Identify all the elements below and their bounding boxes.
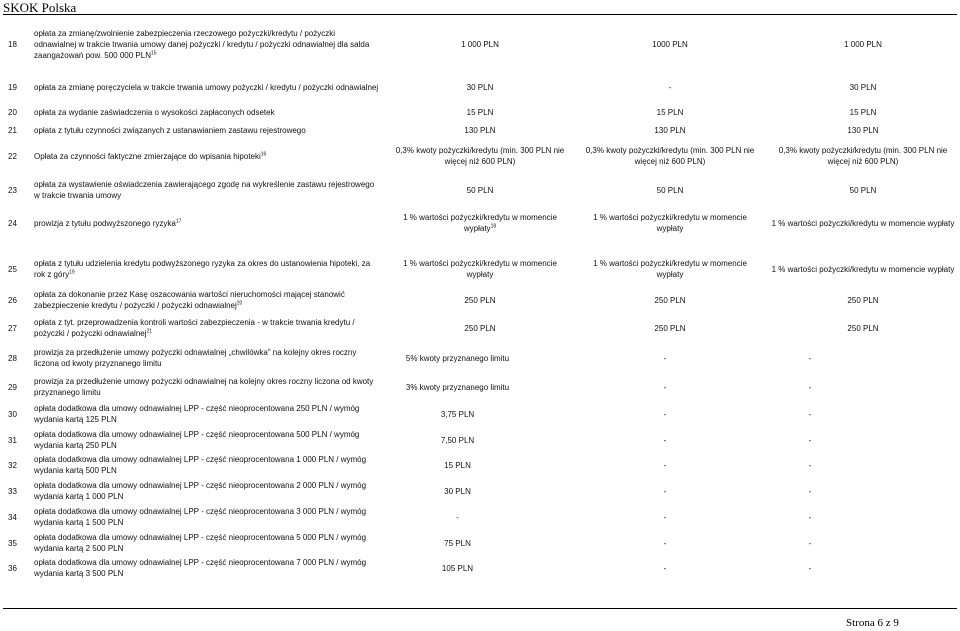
fee-description — [34, 218, 379, 229]
row-number-text: 35 — [8, 539, 17, 548]
row-number — [8, 125, 26, 136]
fee-value-col3-text: - — [808, 487, 812, 496]
fee-value-col2-text: 1 % wartości pożyczki/kredytu w momencie wypłaty — [593, 259, 747, 279]
fee-value-col1 — [395, 295, 565, 306]
row-number-text: 34 — [8, 513, 17, 522]
fee-value-col1-text: 5% kwoty przyznanego limitu — [405, 354, 510, 363]
fee-description-text: prowizja za przedłużenie umowy pożyczki odnawialnej na kolejny okres roczny liczona od kwoty przyznanego limitu — [34, 377, 374, 397]
table-row — [0, 479, 960, 503]
fee-description — [34, 347, 379, 369]
fee-value-col1-text: 75 PLN — [444, 539, 471, 548]
table-row — [0, 453, 960, 477]
fee-value-col2-text: 250 PLN — [654, 296, 686, 305]
fee-value-col1 — [395, 185, 565, 196]
table-row — [0, 346, 960, 370]
table-row — [0, 556, 960, 580]
row-number-text: 19 — [8, 83, 17, 92]
footnote-marker: 20 — [236, 300, 243, 307]
fee-value-col2 — [580, 39, 760, 50]
fee-value-col2-text: 50 PLN — [656, 186, 684, 195]
fee-value-col1-text: 15 PLN — [444, 461, 471, 470]
fee-value-col2-text: - — [663, 513, 667, 522]
fee-description-text: prowizja za przedłużenie umowy pożyczki odnawialnej „chwilówka” na kolejny okres roczny liczona od kwoty przyznanego limitu — [34, 348, 357, 368]
fee-description — [34, 403, 379, 425]
row-number-text: 32 — [8, 461, 17, 470]
fee-value-col3-text: 0,3% kwoty pożyczki/kredytu (min. 300 PLN nie więcej niż 600 PLN) — [778, 146, 948, 166]
fee-description — [34, 289, 379, 311]
fee-description-text: opłata dodatkowa dla umowy odnawialnej LPP - część nieoprocentowana 3 000 PLN / wymóg wydania kartą 1 500 PLN — [34, 507, 367, 527]
fee-value-col3-text: - — [808, 436, 812, 445]
row-number — [8, 563, 26, 574]
fee-value-col3 — [760, 512, 860, 523]
header-divider — [3, 14, 957, 15]
fee-value-col1 — [395, 107, 565, 118]
fee-description — [34, 28, 379, 61]
fee-value-col1 — [395, 39, 565, 50]
fee-value-col3-text: 30 PLN — [849, 83, 877, 92]
row-number — [8, 409, 26, 420]
fee-value-col2-text: - — [663, 354, 667, 363]
fee-description-text: opłata dodatkowa dla umowy odnawialnej LPP - część nieoprocentowana 500 PLN / wymóg wydania kartą 250 PLN — [34, 430, 360, 450]
fee-value-col1-text: 3,75 PLN — [440, 410, 475, 419]
fee-description-text: opłata dodatkowa dla umowy odnawialnej LPP - część nieoprocentowana 2 000 PLN / wymóg wydania kartą 1 000 PLN — [34, 481, 367, 501]
fee-value-col2 — [615, 460, 715, 471]
fee-value-col1-text: 250 PLN — [464, 296, 496, 305]
fee-description-text: opłata dodatkowa dla umowy odnawialnej LPP - część nieoprocentowana 5 000 PLN / wymóg wydania kartą 2 500 PLN — [34, 533, 367, 553]
row-number — [8, 264, 26, 275]
fee-description-text: opłata dodatkowa dla umowy odnawialnej LPP - część nieoprocentowana 7 000 PLN / wymóg wydania kartą 3 500 PLN — [34, 558, 367, 578]
table-row — [0, 144, 960, 168]
fee-description-text: opłata dodatkowa dla umowy odnawialnej LPP - część nieoprocentowana 250 PLN / wymóg wydania kartą 125 PLN — [34, 404, 360, 424]
fee-value-col2 — [615, 538, 715, 549]
fee-description-text: opłata dodatkowa dla umowy odnawialnej LPP - część nieoprocentowana 1 000 PLN / wymóg wydania kartą 500 PLN — [34, 455, 367, 475]
table-row — [0, 22, 960, 66]
row-number — [8, 185, 26, 196]
fee-description — [34, 532, 379, 554]
fee-value-col2-text: - — [663, 539, 667, 548]
fee-value-col1 — [395, 125, 565, 136]
fee-value-col3 — [760, 486, 860, 497]
fee-value-col3 — [770, 107, 956, 118]
fee-description — [34, 151, 379, 162]
fee-value-col2 — [580, 125, 760, 136]
table-row — [0, 428, 960, 452]
fee-value-col2-text: 130 PLN — [654, 126, 686, 135]
row-number-text: 26 — [8, 296, 17, 305]
fee-value-col3 — [760, 563, 860, 574]
footer-divider — [3, 608, 957, 609]
row-number-text: 31 — [8, 436, 17, 445]
fee-value-col1-text: 0,3% kwoty pożyczki/kredytu (min. 300 PLN nie więcej niż 600 PLN) — [395, 146, 565, 166]
table-row — [0, 75, 960, 99]
row-number-text: 24 — [8, 219, 17, 228]
fee-value-col1-text: 15 PLN — [466, 108, 494, 117]
fee-value-col1-text: 50 PLN — [466, 186, 494, 195]
fee-value-col3-text: 50 PLN — [849, 186, 877, 195]
fee-description — [34, 258, 379, 280]
fee-value-col1-text: 30 PLN — [444, 487, 471, 496]
fee-value-col1 — [395, 145, 565, 167]
fee-value-col2 — [580, 82, 760, 93]
row-number-text: 22 — [8, 152, 17, 161]
fee-value-col3 — [770, 323, 956, 334]
fee-description — [34, 429, 379, 451]
fee-value-col1 — [395, 212, 565, 234]
fee-description-text: Opłata za czynności faktyczne zmierzające do wpisania hipoteki — [34, 152, 261, 161]
row-number-text: 23 — [8, 186, 17, 195]
fee-value-col1 — [395, 563, 520, 574]
fee-value-col1 — [395, 82, 565, 93]
fee-description — [34, 82, 379, 93]
fee-value-col2 — [580, 295, 760, 306]
fee-description — [34, 557, 379, 579]
row-number — [8, 151, 26, 162]
fee-value-col3-text: 1 % wartości pożyczki/kredytu w momencie wypłaty — [771, 219, 955, 228]
fee-value-col3 — [770, 264, 956, 275]
row-number-text: 27 — [8, 324, 17, 333]
fee-value-col1 — [395, 258, 565, 280]
fee-value-col1-text: 1 000 PLN — [461, 40, 499, 49]
fee-value-col2 — [580, 212, 760, 234]
fee-value-col2-text: - — [663, 461, 667, 470]
table-row — [0, 375, 960, 399]
fee-value-col2 — [580, 145, 760, 167]
fee-description — [34, 317, 379, 339]
fee-value-col3 — [770, 82, 956, 93]
fee-description — [34, 376, 379, 398]
footnote-marker: 21 — [146, 328, 153, 335]
table-row — [0, 257, 960, 281]
fee-description — [34, 454, 379, 476]
row-number-text: 33 — [8, 487, 17, 496]
row-number-text: 18 — [8, 40, 17, 49]
fee-value-col2-text: - — [663, 436, 667, 445]
fee-value-col2 — [580, 258, 760, 280]
row-number — [8, 218, 26, 229]
fee-value-col1-text: 105 PLN — [441, 564, 474, 573]
fee-value-col1-text: 3% kwoty przyznanego limitu — [405, 383, 510, 392]
row-number — [8, 435, 26, 446]
fee-value-col3 — [760, 382, 860, 393]
fee-description — [34, 506, 379, 528]
fee-description-text: opłata z tyt. przeprowadzenia kontroli wartości zabezpieczenia - w trakcie trwania kredytu / pożyczki / pożyczki odnawialnej — [34, 318, 355, 338]
fee-value-col2 — [615, 435, 715, 446]
row-number-text: 36 — [8, 564, 17, 573]
fee-value-col3-text: - — [808, 383, 812, 392]
fee-value-col1 — [395, 323, 565, 334]
fee-value-col3-text: 1 % wartości pożyczki/kredytu w momencie wypłaty — [771, 265, 955, 274]
fee-value-col3-text: - — [808, 410, 812, 419]
fee-value-col3-text: - — [808, 539, 812, 548]
fee-value-col2-text: 250 PLN — [654, 324, 686, 333]
fee-value-col3 — [770, 39, 956, 50]
fee-value-col3-text: - — [808, 354, 812, 363]
fee-value-col1-text: 250 PLN — [464, 324, 496, 333]
fee-description-text: opłata za zmianę poręczyciela w trakcie trwania umowy pożyczki / kredytu / pożyczki odnawialnej — [34, 83, 379, 92]
fee-description — [34, 179, 379, 201]
fee-value-col3-text: 250 PLN — [847, 324, 879, 333]
fee-description-text: opłata z tytułu czynności związanych z ustanawianiem zastawu rejestrowego — [34, 126, 306, 135]
fee-value-col2 — [580, 323, 760, 334]
fee-value-col3 — [760, 460, 860, 471]
footnote-marker: 19 — [69, 269, 75, 276]
fee-value-col2 — [615, 486, 715, 497]
fee-description — [34, 107, 379, 118]
fee-value-col3 — [760, 435, 860, 446]
table-row — [0, 178, 960, 202]
fee-value-col1-text: 30 PLN — [466, 83, 494, 92]
fee-value-col3 — [770, 295, 956, 306]
fee-description — [34, 125, 379, 136]
fee-value-col3-text: 250 PLN — [847, 296, 879, 305]
fee-value-col1 — [395, 538, 520, 549]
table-row — [0, 118, 960, 142]
fee-value-col2-text: 15 PLN — [656, 108, 684, 117]
fee-description-text: opłata z tytułu udzielenia kredytu podwyższonego ryzyka za okres do ustanowienia hipoteki, za rok z góry — [34, 259, 371, 279]
fee-value-col3 — [770, 218, 956, 229]
fee-value-col2-text: - — [663, 383, 667, 392]
fee-value-col1 — [395, 382, 520, 393]
fee-value-col2-text: 0,3% kwoty pożyczki/kredytu (min. 300 PLN nie więcej niż 600 PLN) — [585, 146, 755, 166]
row-number — [8, 538, 26, 549]
fee-value-col2 — [615, 409, 715, 420]
row-number — [8, 82, 26, 93]
fee-description — [34, 480, 379, 502]
table-row — [0, 505, 960, 529]
table-row — [0, 402, 960, 426]
fee-value-col3 — [770, 185, 956, 196]
table-row — [0, 316, 960, 340]
fee-value-col2-text: 1 % wartości pożyczki/kredytu w momencie wypłaty — [593, 213, 747, 233]
row-number — [8, 486, 26, 497]
fee-value-col3 — [760, 538, 860, 549]
fee-value-col2-text: - — [663, 564, 667, 573]
fee-description-text: opłata za wystawienie oświadczenia zawierającego zgodę na wykreślenie zastawu rejestrowego w trakcie trwania umowy — [34, 180, 375, 200]
row-number-text: 21 — [8, 126, 17, 135]
fee-value-col2-text: 1000 PLN — [652, 40, 688, 49]
fee-value-col3-text: - — [808, 564, 812, 573]
row-number-text: 30 — [8, 410, 17, 419]
footnote-marker: 17 — [175, 218, 182, 225]
fee-value-col1 — [395, 435, 520, 446]
row-number — [8, 39, 26, 50]
fee-value-col3 — [770, 145, 956, 167]
row-number — [8, 323, 26, 334]
fee-description-text: opłata za dokonanie przez Kasę oszacowania wartości nieruchomości mającej stanowić zabezpieczenie kredytu / pożyczki / pożyczki odnawialnej — [34, 290, 345, 310]
fee-value-col3-text: 15 PLN — [849, 108, 877, 117]
fee-description-text: opłata za wydanie zaświadczenia o wysokości zapłaconych odsetek — [34, 108, 275, 117]
row-number-text: 20 — [8, 108, 17, 117]
page-header-title: SKOK Polska — [3, 0, 77, 15]
table-row — [0, 531, 960, 555]
fee-value-col2-text: - — [663, 487, 667, 496]
fee-value-col2 — [615, 382, 715, 393]
fee-value-col1 — [395, 512, 520, 523]
fee-value-col1 — [395, 353, 520, 364]
fee-value-col3 — [770, 125, 956, 136]
fee-value-col3-text: 130 PLN — [847, 126, 879, 135]
fee-value-col2 — [615, 563, 715, 574]
fee-value-col2-text: - — [668, 83, 672, 92]
row-number-text: 28 — [8, 354, 17, 363]
row-number — [8, 512, 26, 523]
fee-value-col3-text: - — [808, 461, 812, 470]
fee-description-text: opłata za zmianę/zwolnienie zabezpieczenia rzeczowego pożyczki/kredytu / pożyczki odnawialnej w trakcie trwania umowy danej pożyczki / kredytu / pożyczki odnawialnej dla salda zaangażowań pow. 500 000 PLN — [34, 29, 370, 60]
row-number-text: 29 — [8, 383, 17, 392]
row-number — [8, 295, 26, 306]
fee-value-col3 — [760, 353, 860, 364]
fee-value-col1 — [395, 409, 520, 420]
fee-value-col3 — [760, 409, 860, 420]
fee-value-col2 — [580, 185, 760, 196]
row-number — [8, 107, 26, 118]
row-number-text: 25 — [8, 265, 17, 274]
fee-value-col1-text: 7,50 PLN — [440, 436, 475, 445]
row-number — [8, 382, 26, 393]
fee-value-col2-text: - — [663, 410, 667, 419]
fee-value-col3-text: 1 000 PLN — [844, 40, 882, 49]
table-row — [0, 211, 960, 235]
fee-value-col1 — [395, 460, 520, 471]
fee-value-col1-text: 130 PLN — [464, 126, 496, 135]
table-row — [0, 288, 960, 312]
fee-value-col1-text: 1 % wartości pożyczki/kredytu w momencie wypłaty — [403, 259, 557, 279]
fee-value-col1 — [395, 486, 520, 497]
footnote-marker: 18 — [490, 223, 497, 230]
fee-value-col1-text: - — [456, 513, 459, 522]
fee-value-col2 — [580, 107, 760, 118]
fee-description-text: prowizja z tytułu podwyższonego ryzyka — [34, 219, 176, 228]
fee-value-col2 — [615, 353, 715, 364]
fee-value-col2 — [615, 512, 715, 523]
row-number — [8, 460, 26, 471]
fee-value-col1-text: 1 % wartości pożyczki/kredytu w momencie wypłaty — [403, 213, 557, 233]
fee-value-col3-text: - — [808, 513, 812, 522]
row-number — [8, 353, 26, 364]
page-number: Strona 6 z 9 — [846, 617, 899, 629]
footnote-marker: 16 — [260, 151, 267, 158]
footnote-marker: 15 — [150, 50, 157, 57]
